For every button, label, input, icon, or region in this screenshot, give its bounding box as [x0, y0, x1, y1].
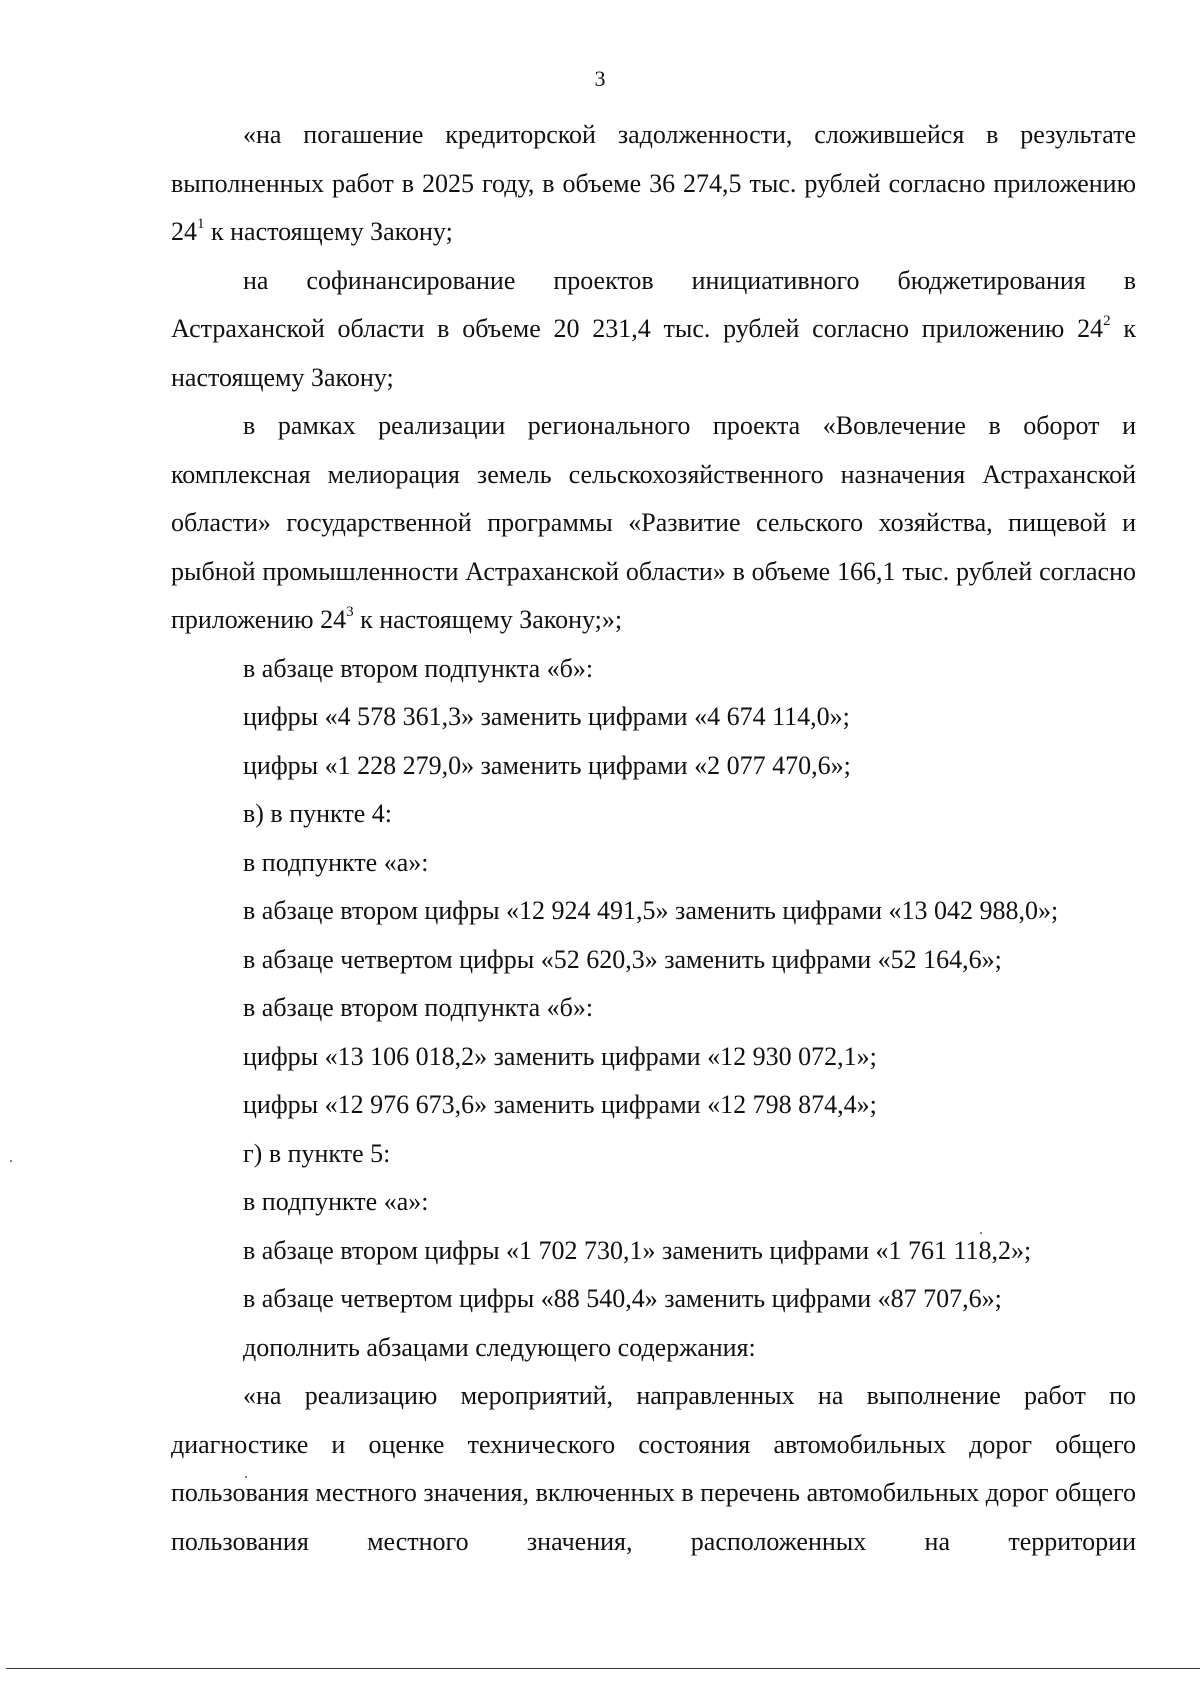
text-run: в абзаце втором цифры «1 702 730,1» заменить цифрами «1 761 118,2»; — [243, 1235, 1032, 1265]
amendment-line — [171, 1033, 1136, 1082]
text-run: «на реализацию мероприятий, направленных на выполнение работ по диагностике и оценке технического состояния автомобильных дорог общего пользования местного значения, включенных в перечень автомобильных дорог общего пользования местного значения, расположенных на территории — [171, 1381, 1136, 1556]
text-run: в) в пункте 4: — [243, 799, 392, 828]
text-run: в абзаце втором подпункта «б»: — [243, 993, 594, 1022]
text-run: г) в пункте 5: — [243, 1138, 391, 1168]
scan-speck — [10, 1160, 12, 1162]
amendment-line — [171, 1324, 1136, 1373]
text-run: цифры «1 228 279,0» заменить цифрами «2 077 470,6»; — [243, 750, 851, 780]
amendment-line — [171, 790, 1136, 839]
superscript-index: 2 — [1103, 313, 1111, 330]
scan-speck — [245, 1476, 247, 1478]
superscript-index: 1 — [197, 216, 205, 233]
amendment-line — [171, 1178, 1136, 1227]
text-run: к настоящему Закону;»; — [353, 605, 623, 634]
superscript-index: 3 — [346, 604, 354, 621]
body-paragraph — [171, 111, 1136, 257]
amendment-line — [171, 1227, 1136, 1276]
text-run: цифры «12 976 673,6» заменить цифрами «12 798 874,4»; — [243, 1090, 877, 1119]
amendment-line — [171, 693, 1136, 742]
page-number: 3 — [594, 66, 606, 91]
amendment-line — [171, 936, 1136, 985]
text-run: в абзаце втором цифры «12 924 491,5» заменить цифрами «13 042 988,0»; — [243, 896, 1059, 925]
text-run: цифры «13 106 018,2» заменить цифрами «12 930 072,1»; — [243, 1041, 877, 1071]
text-run: к настоящему Закону; — [204, 217, 453, 246]
text-run: в абзаце четвертом цифры «52 620,3» заменить цифрами «52 164,6»; — [243, 944, 1002, 974]
amendment-line — [171, 1275, 1136, 1324]
text-run: дополнить абзацами следующего содержания: — [243, 1332, 756, 1362]
amendment-line — [171, 645, 1136, 694]
text-run: в подпункте «а»: — [243, 1187, 429, 1216]
amendment-line — [171, 984, 1136, 1033]
document-body — [171, 111, 1136, 1566]
text-run: в абзаце втором подпункта «б»: — [243, 653, 594, 683]
text-run: в подпункте «а»: — [243, 847, 429, 877]
text-run: к настоящему Закону; — [171, 314, 1136, 392]
text-run: в абзаце четвертом цифры «88 540,4» заменить цифрами «87 707,6»; — [243, 1284, 1002, 1313]
amendment-line — [171, 1081, 1136, 1130]
text-run: в рамках реализации регионального проекта «Вовлечение в оборот и комплексная мелиорация земель сельскохозяйственного назначения Астраханской области» государственной программы «Развитие сельского хозяйства, пищевой и рыбной промышленности Астраханской области» в объеме 166,1 тыс. рублей согласно приложению 24 — [171, 411, 1136, 634]
page-bottom-rule — [6, 1668, 1200, 1669]
text-run: цифры «4 578 361,3» заменить цифрами «4 674 114,0»; — [243, 702, 850, 731]
body-paragraph — [171, 402, 1136, 645]
text-run: на софинансирование проектов инициативного бюджетирования в Астраханской области в объеме 20 231,4 тыс. рублей согласно приложению 24 — [171, 265, 1136, 343]
amendment-line — [171, 1130, 1136, 1179]
amendment-line — [171, 742, 1136, 791]
text-run: «на погашение кредиторской задолженности, сложившейся в результате выполненных работ в 2025 году, в объеме 36 274,5 тыс. рублей согласно приложению 24 — [171, 120, 1136, 246]
amendment-line — [171, 887, 1136, 936]
amendment-line — [171, 839, 1136, 888]
scan-speck — [980, 1232, 982, 1234]
body-paragraph — [171, 257, 1136, 403]
body-paragraph — [171, 1372, 1136, 1566]
